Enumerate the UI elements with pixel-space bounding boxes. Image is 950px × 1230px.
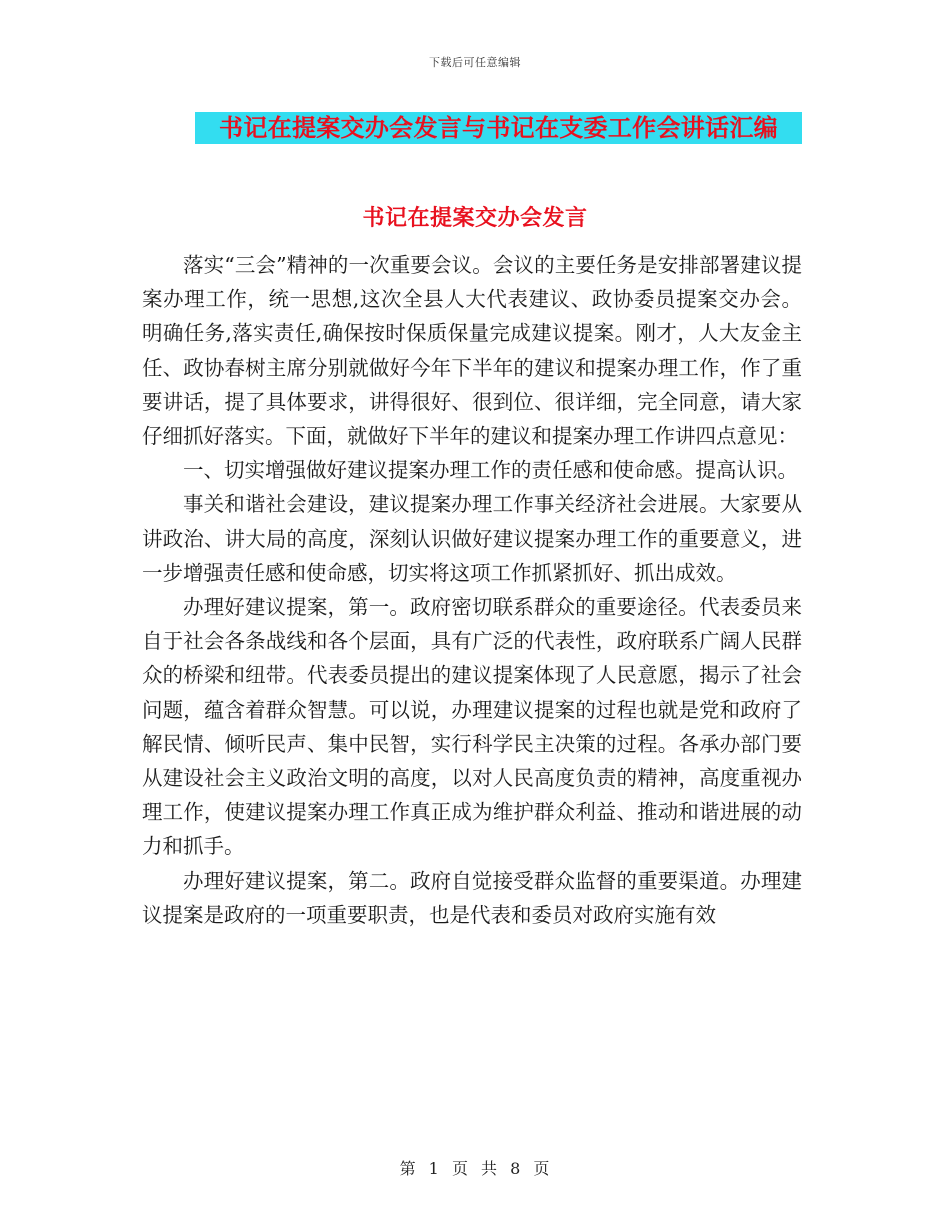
paragraph: 落实“三会”精神的一次重要会议。会议的主要任务是安排部署建议提案办理工作，统一思想,这次全县人大代表建议、政协委员提案交办会。明确任务,落实责任,确保按时保质保量完成建议提案。刚才，人大友金主任、政协春树主席分别就做好今年下半年的建议和提案办理工作，作了重要讲话，提了具体要求，讲得很好、很到位、很详细，完全同意，请大家仔细抓好落实。下面，就做好下半年的建议和提案办理工作讲四点意见：	[142, 253, 802, 449]
document-title-highlight	[195, 112, 802, 144]
paragraph: 一、切实增强做好建议提案办理工作的责任感和使命感。提高认识。	[183, 458, 798, 483]
paragraph: 事关和谐社会建设，建议提案办理工作事关经济社会进展。大家要从讲政治、讲大局的高度，深刻认识做好建议提案办理工作的重要意义，进一步增强责任感和使命感，切实将这项工作抓紧抓好、抓出成效。	[142, 492, 802, 585]
header-note: 下载后可任意编辑	[429, 56, 521, 69]
document-title: 书记在提案交办会发言与书记在支委工作会讲话汇编	[219, 113, 778, 142]
paragraph: 办理好建议提案，第一。政府密切联系群众的重要途径。代表委员来自于社会各条战线和各个层面，具有广泛的代表性，政府联系广阔人民群众的桥梁和纽带。代表委员提出的建议提案体现了人民意愿，揭示了社会问题，蕴含着群众智慧。可以说，办理建议提案的过程也就是党和政府了解民情、倾听民声、集中民智，实行科学民主决策的过程。各承办部门要从建设社会主义政治文明的高度，以对人民高度负责的精神，高度重视办理工作，使建议提案办理工作真正成为维护群众利益、推动和谐进展的动力和抓手。	[142, 595, 802, 859]
document-body	[142, 248, 802, 932]
section-title: 书记在提案交办会发言	[362, 205, 588, 231]
paragraph: 办理好建议提案，第二。政府自觉接受群众监督的重要渠道。办理建议提案是政府的一项重要职责，也是代表和委员对政府实施有效	[142, 868, 802, 927]
page-footer: 第 1 页 共 8 页	[399, 1159, 551, 1178]
